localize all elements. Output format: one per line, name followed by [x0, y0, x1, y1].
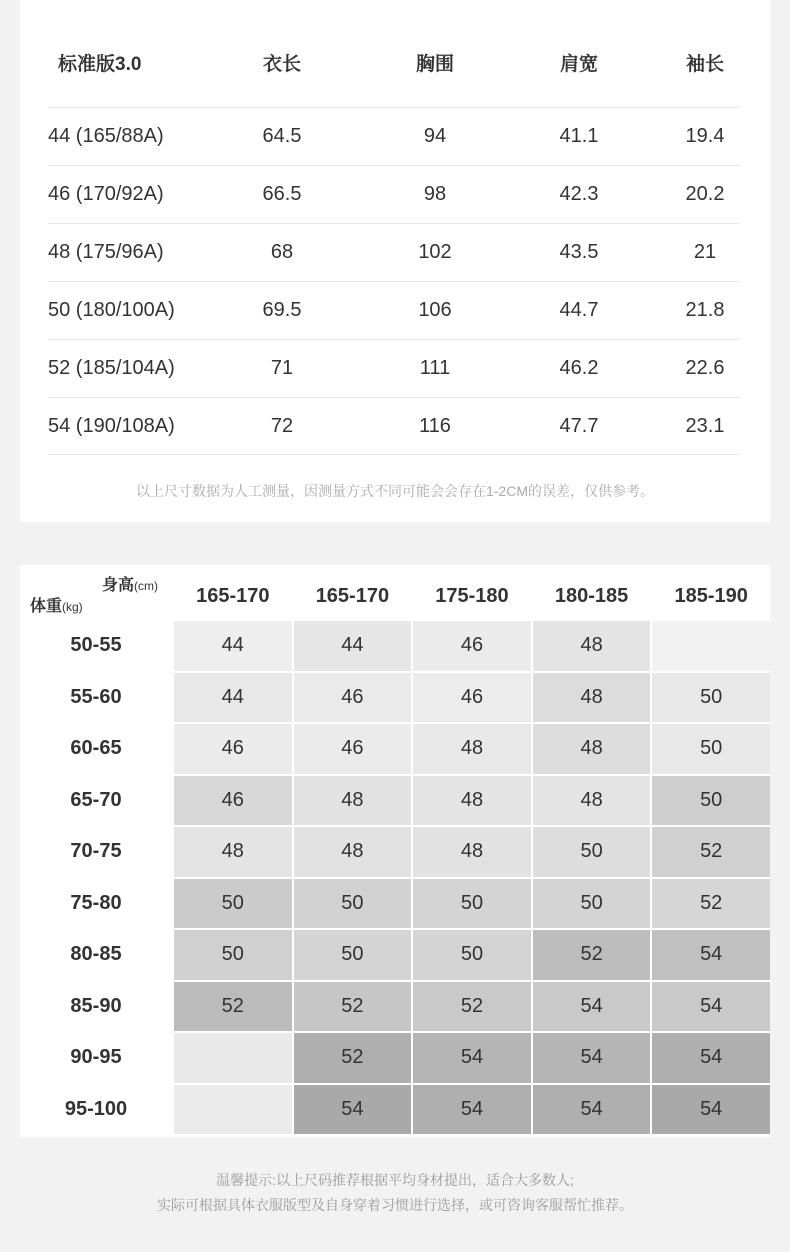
recommended-size-cell: 52 [533, 930, 651, 980]
recommended-size-cell: 50 [652, 776, 770, 826]
recommended-size-cell: 52 [652, 827, 770, 877]
height-label-text: 身高 [102, 577, 135, 594]
recommended-size-cell: 52 [294, 982, 412, 1032]
measurement-row [48, 339, 740, 397]
recommended-size-cell: 44 [174, 673, 292, 723]
height-range-header: 175-180 [435, 585, 509, 607]
size-code-cell: 46 (170/92A) [48, 183, 164, 205]
measurement-row [48, 223, 740, 281]
weight-range-label: 65-70 [20, 776, 172, 826]
height-axis-label [102, 572, 158, 595]
measurement-rows [48, 107, 740, 455]
recommended-size-cell: 54 [652, 982, 770, 1032]
height-range-header: 185-190 [674, 585, 748, 607]
recommended-size-cell: 52 [174, 982, 292, 1032]
size-recommendation-card [20, 565, 770, 1137]
recommended-size-cell: 44 [294, 621, 412, 671]
recommended-size-cell: 54 [652, 930, 770, 980]
sleeve-value: 20.2 [685, 183, 725, 205]
recommended-size-cell: 48 [413, 724, 531, 774]
recommended-size-cell: 54 [294, 1085, 412, 1135]
shoulder-header: 肩宽 [559, 54, 598, 75]
chest-value: 111 [419, 357, 451, 379]
measurement-row [48, 107, 740, 165]
weight-range-label: 70-75 [20, 827, 172, 877]
sleeve-value: 23.1 [685, 415, 725, 437]
recommended-size-cell [652, 621, 770, 671]
size-code-cell: 54 (190/108A) [48, 415, 175, 437]
recommended-size-cell: 52 [294, 1033, 412, 1083]
tips-line: 温馨提示:以上尺码推荐根据平均身材提出，适合大多数人; [216, 1172, 574, 1188]
recommended-size-cell: 46 [174, 776, 292, 826]
recommended-size-cell: 50 [652, 673, 770, 723]
recommended-size-cell: 52 [652, 879, 770, 929]
recommended-size-cell: 50 [652, 724, 770, 774]
measurement-row [48, 281, 740, 339]
weight-range-label: 90-95 [20, 1033, 172, 1083]
recommended-size-cell: 50 [294, 930, 412, 980]
measurement-card [20, 0, 770, 522]
size-code-cell: 48 (175/96A) [48, 241, 164, 263]
weight-range-label: 55-60 [20, 673, 172, 723]
height-range-header: 165-170 [196, 585, 270, 607]
recommended-size-cell: 48 [294, 776, 412, 826]
corner-cell [20, 565, 172, 621]
recommended-size-cell: 46 [413, 621, 531, 671]
recommended-size-cell: 54 [533, 982, 651, 1032]
measurement-header-row [20, 0, 770, 107]
recommended-size-cell: 54 [413, 1085, 531, 1135]
weight-range-label: 50-55 [20, 621, 172, 671]
recommended-size-cell: 54 [652, 1033, 770, 1083]
weight-range-label: 60-65 [20, 724, 172, 774]
recommended-size-cell: 48 [533, 673, 651, 723]
size-code-cell: 44 (165/88A) [48, 125, 164, 147]
length-value: 72 [270, 415, 294, 437]
length-header: 衣长 [262, 54, 301, 75]
measurement-row [48, 397, 740, 455]
recommended-size-cell: 46 [413, 673, 531, 723]
height-range-header: 165-170 [315, 585, 390, 607]
length-value: 68 [270, 241, 294, 263]
recommended-size-cell: 46 [294, 673, 412, 723]
size-grid [20, 621, 770, 1134]
recommended-size-cell: 54 [533, 1085, 651, 1135]
shoulder-value: 47.7 [559, 415, 599, 437]
recommended-size-cell: 50 [533, 827, 651, 877]
shoulder-value: 43.5 [559, 241, 599, 263]
shoulder-value: 41.1 [559, 125, 599, 147]
measurement-row [48, 165, 740, 223]
recommended-size-cell: 48 [533, 621, 651, 671]
recommended-size-cell: 54 [413, 1033, 531, 1083]
height-range-header: 180-185 [554, 585, 629, 607]
tips-line: 实际可根据具体衣服版型及自身穿着习惯进行选择，或可咨询客服帮忙推荐。 [157, 1197, 633, 1213]
size-code-cell: 50 (180/100A) [48, 299, 175, 321]
weight-range-label: 75-80 [20, 879, 172, 929]
recommended-size-cell: 48 [413, 827, 531, 877]
length-value: 66.5 [262, 183, 302, 205]
chest-value: 102 [418, 241, 452, 263]
chest-header: 胸围 [415, 54, 454, 75]
recommended-size-cell: 50 [413, 930, 531, 980]
measurement-note: 以上尺寸数据为人工测量，因测量方式不同可能会会存在1-2CM的误差，仅供参考。 [135, 483, 654, 499]
shoulder-value: 46.2 [559, 357, 599, 379]
version-header: 标准版3.0 [58, 54, 142, 75]
recommended-size-cell: 50 [294, 879, 412, 929]
sleeve-value: 22.6 [685, 357, 725, 379]
recommended-size-cell: 44 [174, 621, 292, 671]
weight-unit-text: (kg) [62, 600, 83, 614]
weight-range-label: 95-100 [20, 1085, 172, 1135]
weight-label-text: 体重 [30, 598, 63, 615]
height-header-row [20, 565, 770, 621]
length-value: 64.5 [262, 125, 302, 147]
recommended-size-cell: 50 [413, 879, 531, 929]
chest-value: 98 [423, 183, 447, 205]
recommended-size-cell: 54 [652, 1085, 770, 1135]
recommended-size-cell: 48 [533, 724, 651, 774]
recommended-size-cell: 54 [533, 1033, 651, 1083]
chest-value: 106 [418, 299, 452, 321]
height-unit-text: (cm) [134, 579, 159, 593]
recommended-size-cell [174, 1085, 292, 1135]
chest-value: 94 [423, 125, 447, 147]
chest-value: 116 [419, 415, 451, 437]
sleeve-value: 21.8 [685, 299, 725, 321]
recommended-size-cell [174, 1033, 292, 1083]
weight-axis-label [30, 593, 83, 616]
recommended-size-cell: 50 [533, 879, 651, 929]
length-value: 71 [270, 357, 294, 379]
length-value: 69.5 [262, 299, 302, 321]
recommended-size-cell: 48 [174, 827, 292, 877]
shoulder-value: 42.3 [559, 183, 599, 205]
recommended-size-cell: 50 [174, 930, 292, 980]
recommended-size-cell: 46 [174, 724, 292, 774]
recommended-size-cell: 48 [533, 776, 651, 826]
weight-range-label: 80-85 [20, 930, 172, 980]
sleeve-value: 19.4 [685, 125, 725, 147]
recommended-size-cell: 48 [294, 827, 412, 877]
sleeve-value: 21 [693, 241, 717, 263]
recommended-size-cell: 48 [413, 776, 531, 826]
tips-note [0, 1168, 790, 1218]
weight-range-label: 85-90 [20, 982, 172, 1032]
recommended-size-cell: 50 [174, 879, 292, 929]
sleeve-header: 袖长 [685, 54, 724, 75]
size-code-cell: 52 (185/104A) [48, 357, 175, 379]
recommended-size-cell: 46 [294, 724, 412, 774]
recommended-size-cell: 52 [413, 982, 531, 1032]
shoulder-value: 44.7 [559, 299, 599, 321]
